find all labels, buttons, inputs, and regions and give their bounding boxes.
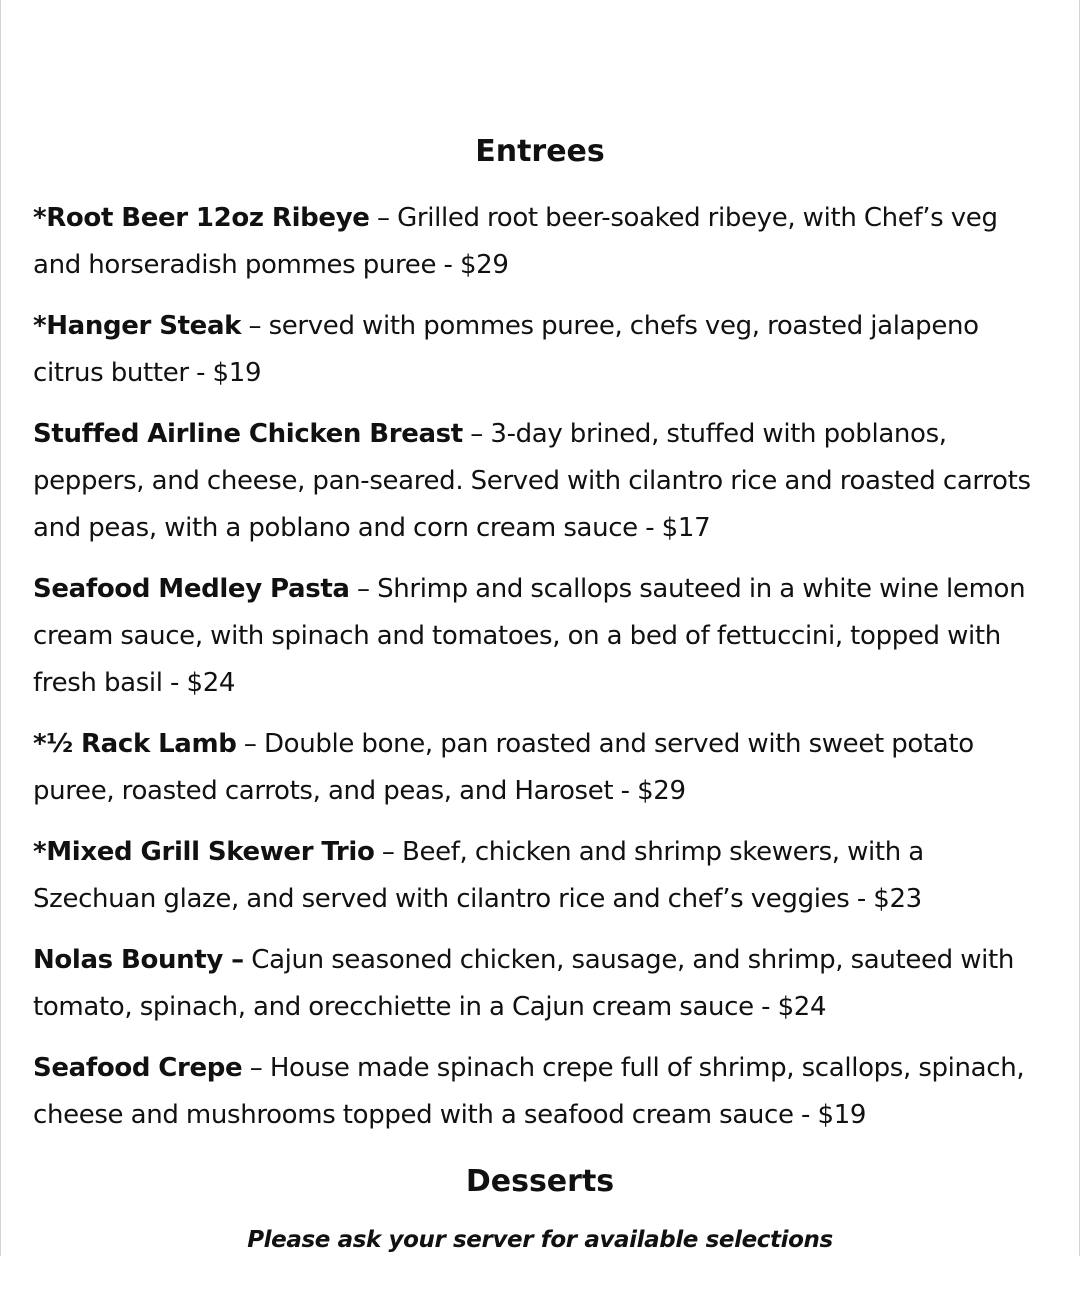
- menu-item: [33, 411, 1048, 552]
- menu-item-description: Beef, chicken and shrimp skewers, with a Szechuan glaze, and served with cilantro rice and chef’s veggies - $23: [33, 837, 924, 914]
- menu-item: [33, 195, 1048, 289]
- menu-item-separator: –: [462, 419, 491, 449]
- desserts-note: Please ask your server for available selections: [247, 1227, 833, 1253]
- entrees-heading: Entrees: [475, 134, 605, 169]
- menu-item-separator: –: [241, 311, 269, 341]
- menu-item-name: *½ Rack Lamb: [33, 729, 237, 759]
- menu-item-description: House made spinach crepe full of shrimp, scallops, spinach, cheese and mushrooms topped with a seafood cream sauce - $19: [33, 1053, 1025, 1130]
- menu-item-description: Grilled root beer-soaked ribeye, with Chef’s veg and horseradish pommes puree - $29: [33, 203, 998, 280]
- menu-item-description: 3-day brined, stuffed with poblanos, peppers, and cheese, pan-seared. Served with cilantro rice and roasted carrots and peas, with a poblano and corn cream sauce - $17: [33, 419, 1031, 543]
- menu-item-description: served with pommes puree, chefs veg, roasted jalapeno citrus butter - $19: [33, 311, 979, 388]
- menu-item-separator: –: [369, 203, 398, 233]
- page-left-edge: [0, 0, 1, 1256]
- menu-item-name: Nolas Bounty –: [33, 945, 244, 975]
- menu-item: [33, 566, 1048, 707]
- menu-item: [33, 829, 1048, 923]
- menu-item-separator: –: [349, 574, 378, 604]
- menu-item-name: *Mixed Grill Skewer Trio: [33, 837, 375, 867]
- menu-item-name: Stuffed Airline Chicken Breast: [33, 419, 463, 449]
- menu-item: [33, 303, 1048, 397]
- menu-item-name: Seafood Medley Pasta: [33, 574, 350, 604]
- menu-item: [33, 1045, 1048, 1139]
- menu-item-description: Cajun seasoned chicken, sausage, and shrimp, sauteed with tomato, spinach, and orecchiette in a Cajun cream sauce - $24: [33, 945, 1014, 1022]
- menu-item-description: Shrimp and scallops sauteed in a white wine lemon cream sauce, with spinach and tomatoes, on a bed of fettuccini, topped with fresh basil - $24: [33, 574, 1026, 698]
- menu-item: [33, 721, 1048, 815]
- menu-item-separator: –: [242, 1053, 270, 1083]
- menu-item-separator: –: [236, 729, 264, 759]
- entrees-list: [33, 195, 1048, 1153]
- menu-item-name: *Root Beer 12oz Ribeye: [33, 203, 370, 233]
- menu-item-name: Seafood Crepe: [33, 1053, 243, 1083]
- menu-item-separator: –: [374, 837, 402, 867]
- menu-item-description: Double bone, pan roasted and served with sweet potato puree, roasted carrots, and peas, and Haroset - $29: [33, 729, 974, 806]
- menu-item-name: *Hanger Steak: [33, 311, 242, 341]
- desserts-heading: Desserts: [465, 1164, 615, 1199]
- menu-item: [33, 937, 1048, 1031]
